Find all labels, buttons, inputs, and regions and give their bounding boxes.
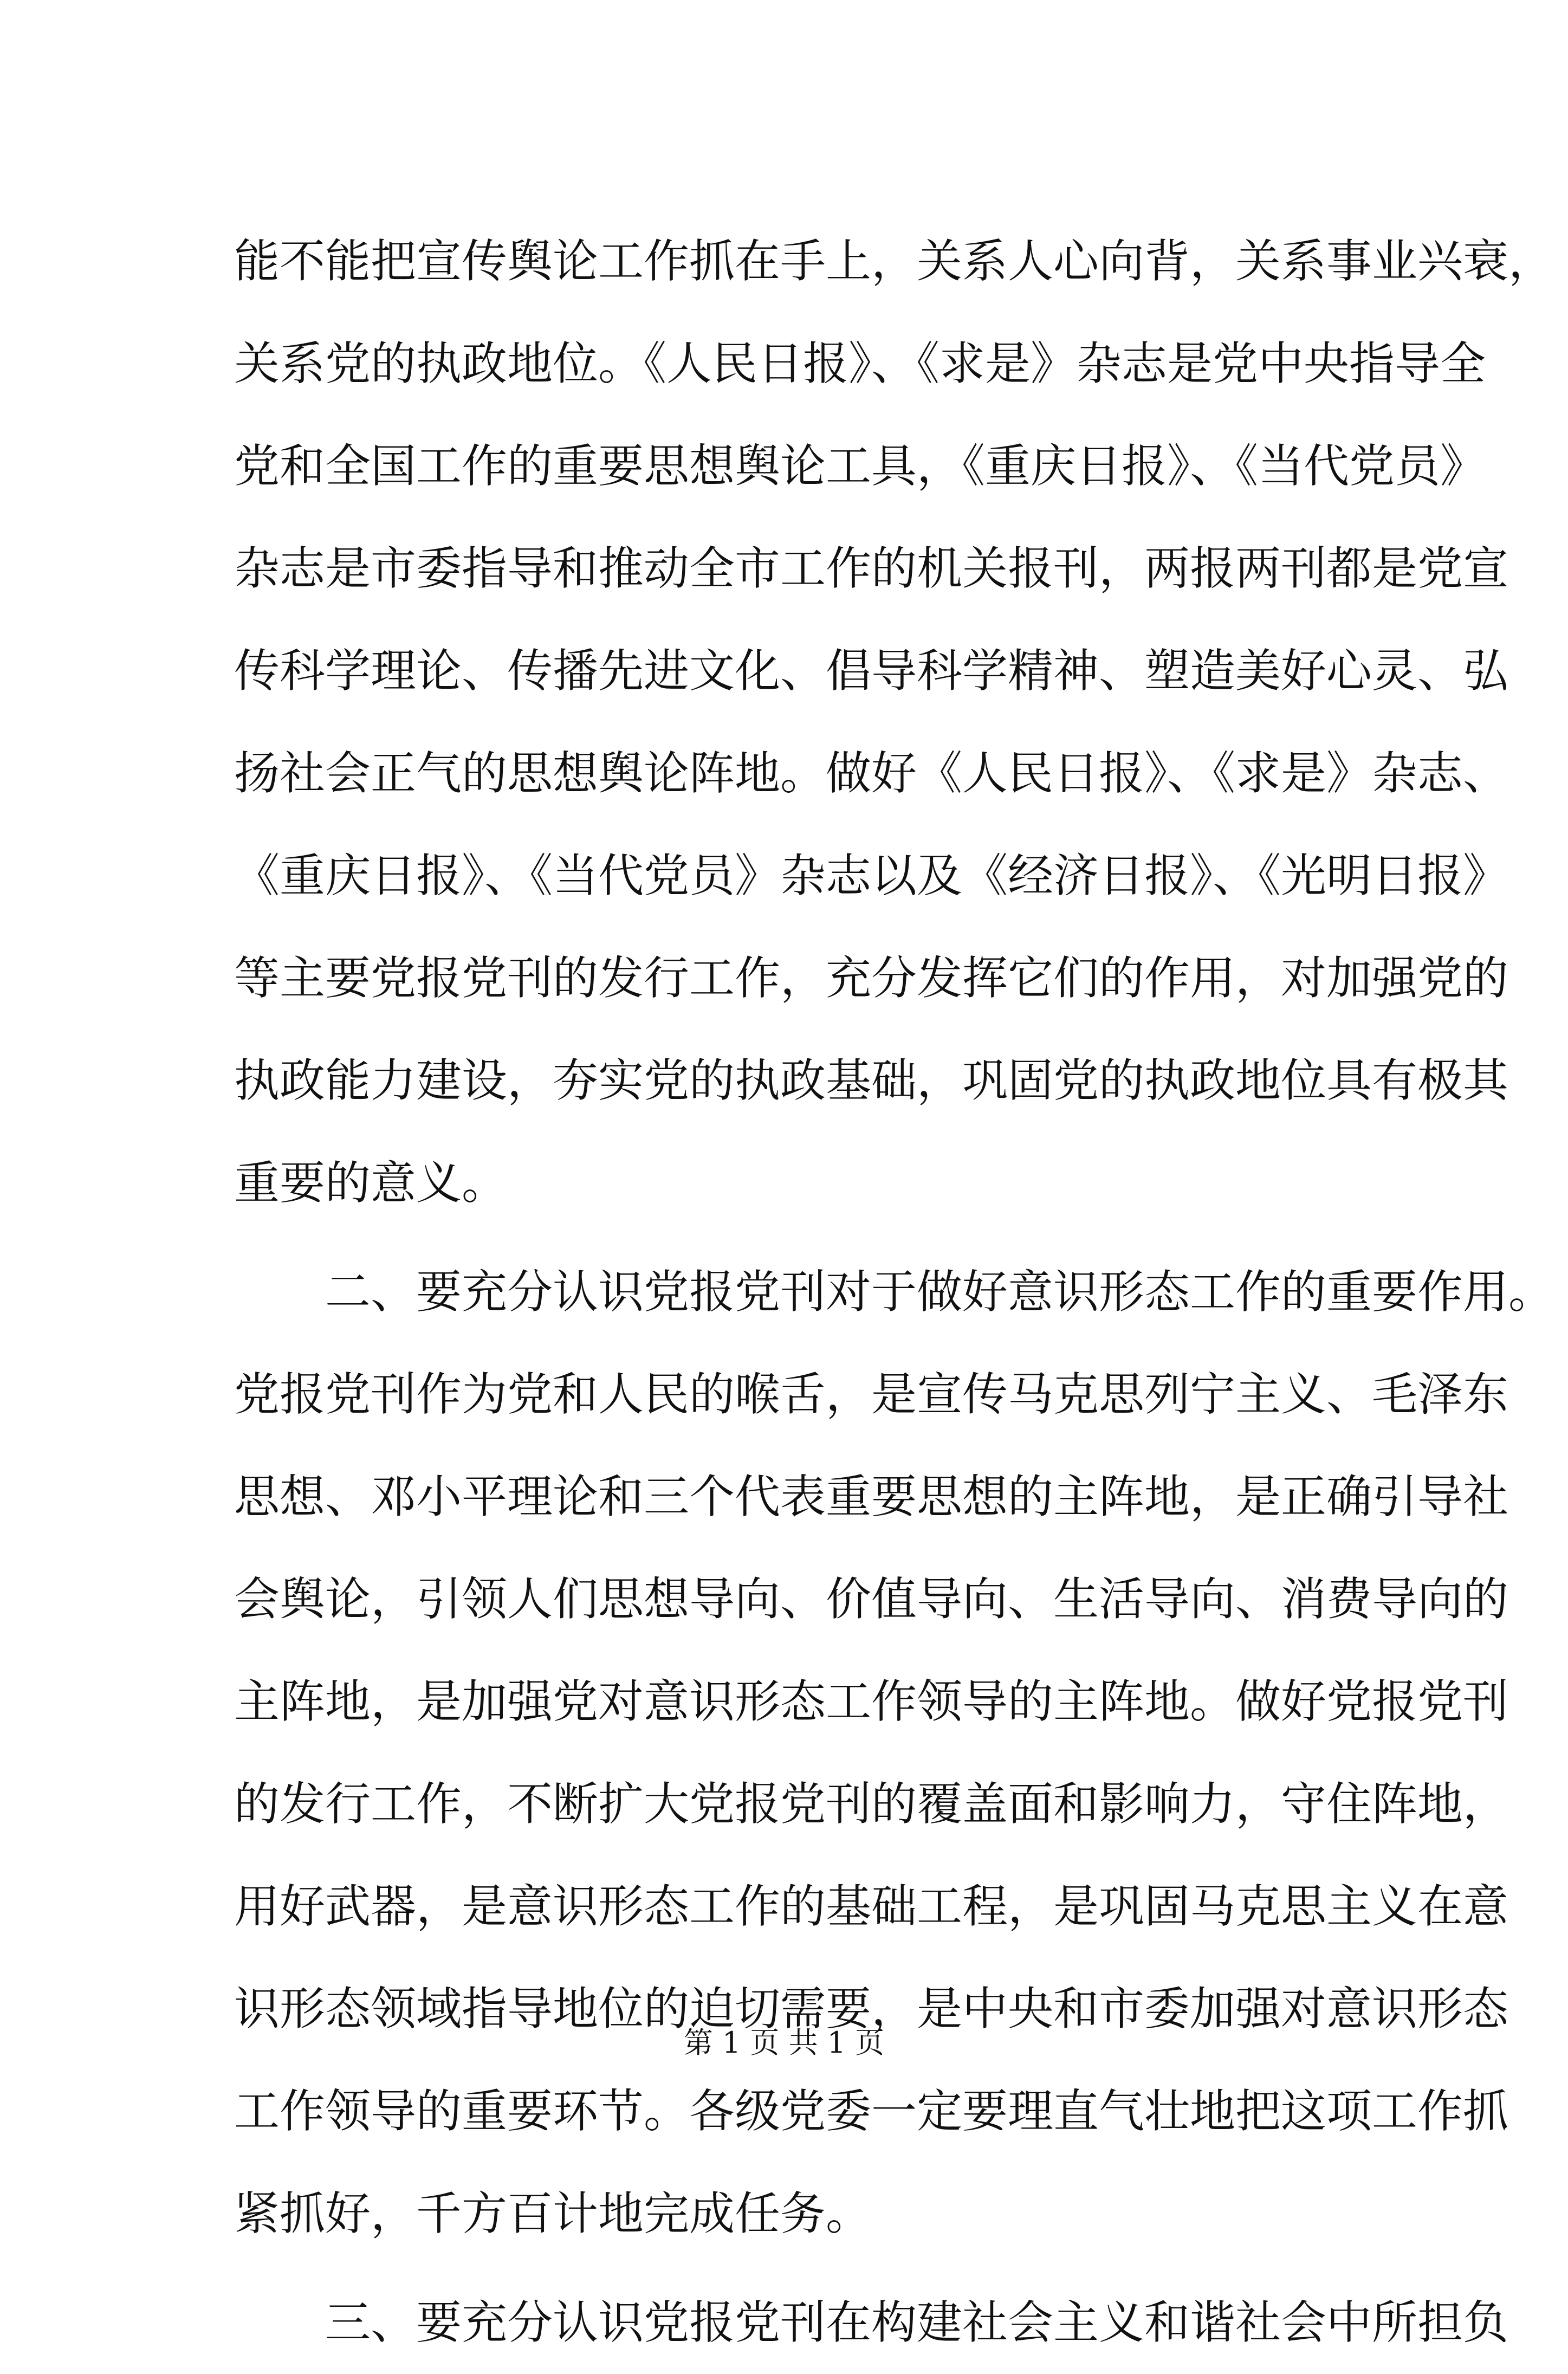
text-line: 杂志是市委指导和推动全市工作的机关报刊，两报两刊都是党宣 [234,542,1509,595]
text-line: 工作领导的重要环节。各级党委一定要理直气壮地把这项工作抓 [234,2085,1509,2138]
page-footer: 第 1 页 共 1 页 [683,2026,885,2060]
text-line: 用好武器，是意识形态工作的基础工程，是巩固马克思主义在意 [234,1880,1509,1933]
text-line: 思想、邓小平理论和三个代表重要思想的主阵地，是正确引导社 [234,1470,1509,1523]
text-line: 主阵地，是加强党对意识形态工作领导的主阵地。做好党报党刊 [234,1675,1509,1728]
paragraph-heading-line: 三、要充分认识党报党刊在构建社会主义和谐社会中所担负 [234,2296,1509,2349]
text-line: 传科学理论、传播先进文化、倡导科学精神、塑造美好心灵、弘 [234,644,1509,697]
paragraph-gap [234,1234,1350,1241]
text-line: 执政能力建设，夯实党的执政基础，巩固党的执政地位具有极其 [234,1054,1509,1107]
text-line: 紧抓好，千方百计地完成任务。 [234,2187,872,2240]
paragraph-heading-line: 二、要充分认识党报党刊对于做好意识形态工作的重要作用。 [234,1265,1554,1318]
text-line: 关系党的执政地位。《人民日报》、《求是》杂志是党中央指导全 [234,337,1486,390]
text-line: 党和全国工作的重要思想舆论工具，《重庆日报》、《当代党员》 [234,439,1486,493]
paragraph-gap [234,2265,1350,2272]
text-line: 会舆论，引领人们思想导向、价值导向、生活导向、消费导向的 [234,1573,1509,1626]
text-line: 的发行工作，不断扩大党报党刊的覆盖面和影响力，守住阵地， [234,1777,1509,1830]
text-line: 扬社会正气的思想舆论阵地。做好《人民日报》、《求是》杂志、 [234,747,1509,800]
text-line: 等主要党报党刊的发行工作，充分发挥它们的作用，对加强党的 [234,952,1509,1005]
text-line: 重要的意义。 [234,1156,508,1209]
text-line: 能不能把宣传舆论工作抓在手上，关系人心向背，关系事业兴衰， [234,235,1554,288]
text-line: 识形态领域指导地位的迫切需要，是中央和市委加强对意识形态 [234,1982,1509,2035]
text-line: 《重庆日报》、《当代党员》杂志以及《经济日报》、《光明日报》 [234,849,1509,902]
text-line: 党报党刊作为党和人民的喉舌，是宣传马克思列宁主义、毛泽东 [234,1368,1509,1421]
